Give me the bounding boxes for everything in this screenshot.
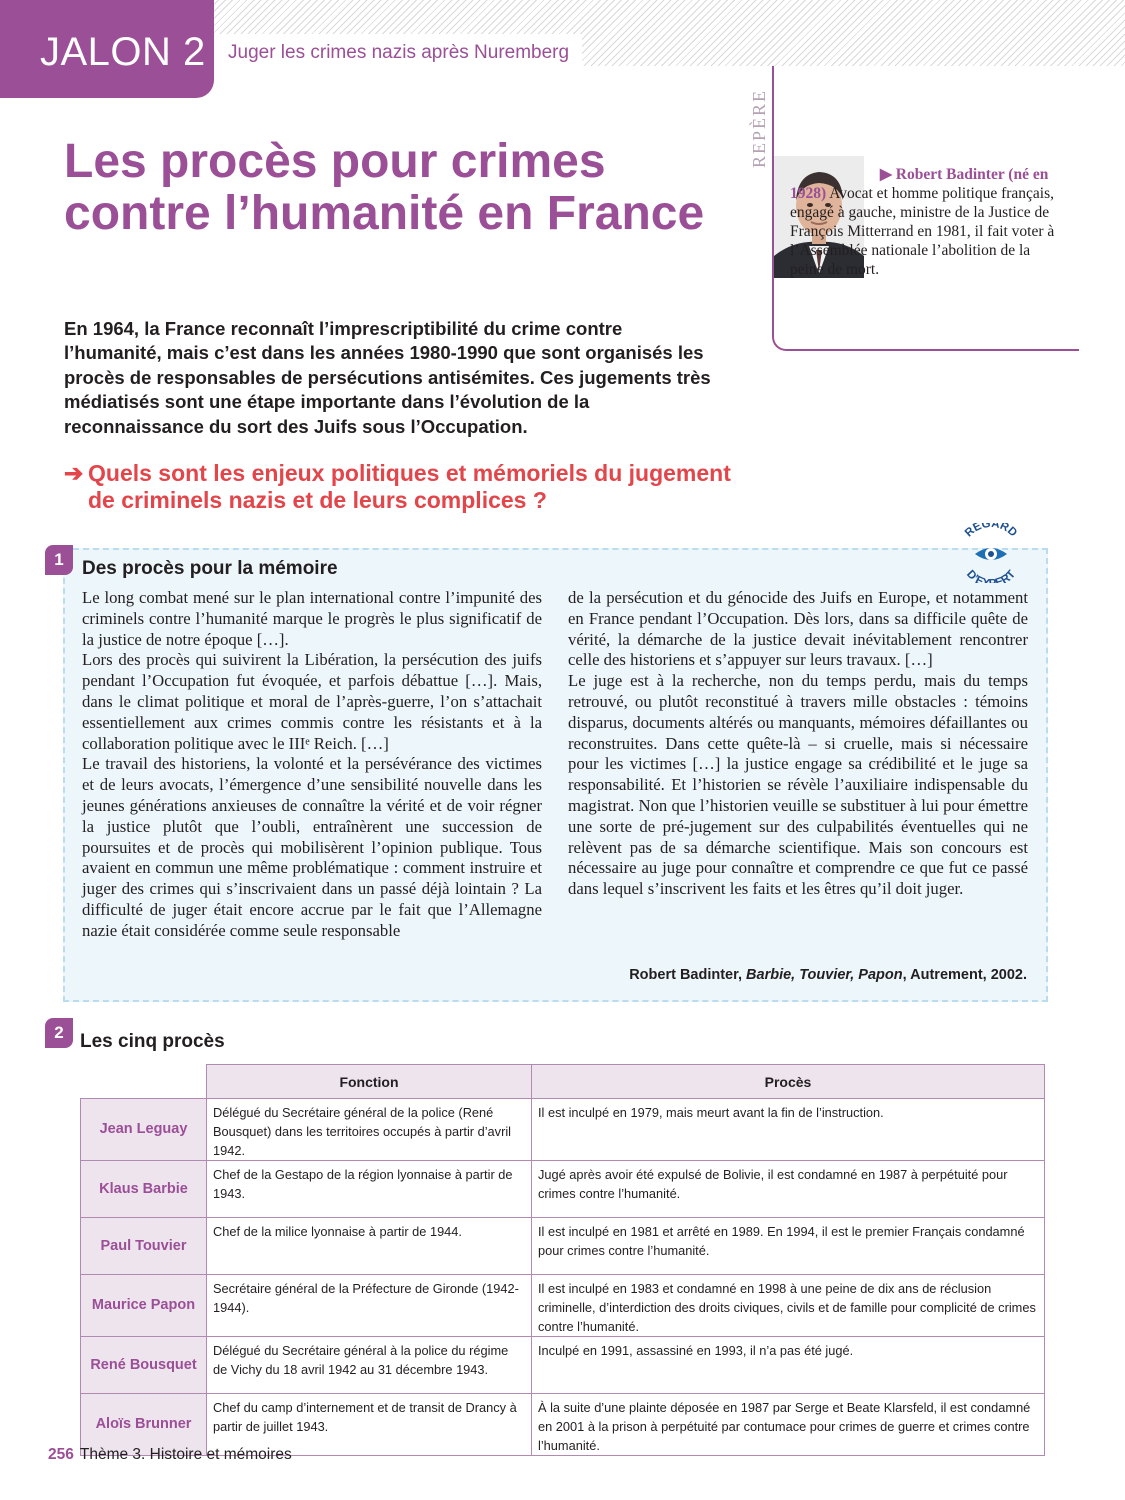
row-proces: Il est inculpé en 1983 et condamné en 1998 à une peine de dix ans de réclusion criminelle, d’interdiction des droits civiques, civils et de famille pour complicité de crimes contre l’humanité. (532, 1275, 1045, 1337)
arrow-right-icon: ➔ (64, 460, 84, 486)
source-author: Robert Badinter, (629, 967, 742, 983)
row-fonction: Délégué du Secrétaire général de la police (René Bousquet) dans les territoires occupés à partir d’avril 1942. (207, 1099, 532, 1161)
row-name: Jean Leguay (81, 1099, 207, 1161)
header-fonction: Fonction (207, 1065, 532, 1099)
document-1-number: 1 (45, 545, 73, 575)
play-marker-icon: ▶ (880, 166, 892, 183)
row-name: Paul Touvier (81, 1218, 207, 1275)
footer-theme: Thème 3. Histoire et mémoires (79, 1446, 292, 1463)
doc1-paragraph: Lors des procès qui suivirent la Libération, la persécution des juifs pendant l’Occupation fut évoquée, et parfois débattue […]. Mais, dans le climat politique et moral de l’après-guerre, l’on s’attachait essentiellement aux crimes commis contre les résistants et à la collaboration politique avec le IIIᵉ Reich. […] (82, 650, 542, 753)
document-1-title: Des procès pour la mémoire (82, 558, 338, 579)
table-row (81, 1337, 1045, 1394)
page-title: Les procès pour crimes contre l’humanité en France (64, 135, 705, 240)
svg-text:REGARD (963, 523, 1019, 539)
repere-description: Avocat et homme politique français, engagé à gauche, ministre de la Justice de François Mitterrand en 1981, il fait voter à l’Assemblée nationale l’abolition de la peine de mort. (790, 185, 1055, 278)
source-publisher: , Autrement, 2002. (902, 967, 1027, 983)
document-1-column-1 (82, 588, 542, 942)
row-proces: Jugé après avoir été expulsé de Bolivie, il est condamné en 1987 à perpétuité pour crimes contre l’humanité. (532, 1161, 1045, 1218)
regard-expert-badge (951, 523, 1031, 583)
table-row (81, 1099, 1045, 1161)
repere-label: REPÈRE (749, 88, 770, 169)
doc1-paragraph: de la persécution et du génocide des Juifs en Europe, et notamment en France pendant l’Occupation. Dès lors, dans sa difficile quête de vérité, la démarche de la justice devait inévitablement rencontrer celle des historiens et s’appuyer sur leurs travaux. […] (568, 588, 1028, 670)
table-header-row (81, 1065, 1045, 1099)
repere-text-block (790, 165, 1065, 279)
chapter-subtitle: Juger les crimes nazis après Nuremberg (228, 42, 570, 63)
source-work: Barbie, Touvier, Papon (746, 967, 903, 983)
row-name: Aloïs Brunner (81, 1394, 207, 1456)
row-fonction: Délégué du Secrétaire général à la police du régime de Vichy du 18 avril 1942 au 31 décembre 1943. (207, 1337, 532, 1394)
page-footer (48, 1446, 292, 1464)
document-2-title: Les cinq procès (80, 1031, 225, 1052)
doc1-paragraph: Le juge est à la recherche, non du temps perdu, mais du temps retrouvé, ou plutôt reconstitué à travers mille obstacles : témoins disparus, documents altérés ou manquants, mémoires défaillantes ou reconstruites. Dans cette quête-là – si cruelle, mais si nécessaire pour les victimes […] la justice engage sa crédibilité et le juge sa responsabilité. Et l’historien se révèle l’auxiliaire indispensable du magistrat. Non que l’historien veuille se substituer à lui pour émettre une sorte de pré-jugement sur des culpabilités éventuelles qui ne relèvent pas de sa démarche scientifique. Mais son concours est nécessaire au juge pour connaître et comprendre ce que fut ce passé dans lequel s’inscrivent les faits et les êtres qu’il doit juger. (568, 671, 1028, 899)
regard-badge-top: REGARD (962, 523, 1020, 540)
question-text: Quels sont les enjeux politiques et mémoriels du jugement de criminels nazis et de leurs complices ? (88, 460, 731, 513)
jalon-tab (0, 0, 214, 98)
regard-badge-bottom: D’E ERT (963, 568, 1018, 583)
page-number: 256 (48, 1446, 74, 1463)
header-blank-cell (81, 1065, 207, 1099)
row-name: René Bousquet (81, 1337, 207, 1394)
document-1-column-2 (568, 588, 1028, 900)
row-proces: À la suite d’une plainte déposée en 1987 par Serge et Beate Klarsfeld, il est condamné en 2001 à la prison à perpétuité par contumace pour crimes de guerre et crimes contre l’humanité. (532, 1394, 1045, 1456)
trials-table (80, 1064, 1045, 1456)
document-2-number: 2 (45, 1018, 73, 1048)
repere-label-wrap (742, 90, 772, 170)
row-proces: Inculpé en 1991, assassiné en 1993, il n’a pas été jugé. (532, 1337, 1045, 1394)
table-row (81, 1275, 1045, 1337)
row-name: Klaus Barbie (81, 1161, 207, 1218)
row-fonction: Secrétaire général de la Préfecture de Gironde (1942-1944). (207, 1275, 532, 1337)
table-row (81, 1161, 1045, 1218)
doc1-paragraph: Le long combat mené sur le plan international contre l’impunité des criminels contre l’humanité marque le progrès le plus significatif de la justice de notre époque […]. (82, 588, 542, 649)
row-fonction: Chef de la Gestapo de la région lyonnaise à partir de 1943. (207, 1161, 532, 1218)
chapter-subtitle-bar (214, 34, 582, 72)
svg-text:D’EXPERT (964, 568, 1018, 583)
problem-question (64, 460, 744, 514)
eye-icon (951, 523, 1031, 583)
document-1-source (560, 967, 1027, 983)
row-proces: Il est inculpé en 1979, mais meurt avant la fin de l’instruction. (532, 1099, 1045, 1161)
intro-paragraph: En 1964, la France reconnaît l’imprescriptibilité du crime contre l’humanité, mais c’est dans les années 1980-1990 que sont organisés les procès de responsables de persécutions antisémites. Ces jugements très médiatisés sont une étape importante dans l’évolution de la reconnaissance du sort des Juifs sous l’Occupation. (64, 318, 711, 437)
row-fonction: Chef du camp d’internement et de transit de Drancy à partir de juillet 1943. (207, 1394, 532, 1456)
doc1-paragraph: Le travail des historiens, la volonté et la persévérance des victimes et de leurs avocats, l’émergence d’une sensibilité nouvelle dans les jeunes générations anxieuses de connaître la vérité et de voir régner la justice plutôt que l’oubli, entraînèrent une succession de poursuites et de procès qui mobilisèrent l’opinion publique. Tous avaient en commun une même problématique : comment instruire et juger des crimes qui s’inscrivaient dans un passé déjà lointain ? La difficulté de juger était encore accrue par le fait que l’Allemagne nazie était considérée comme seule responsable (82, 754, 542, 940)
row-fonction: Chef de la milice lyonnaise à partir de 1944. (207, 1218, 532, 1275)
header-proces: Procès (532, 1065, 1045, 1099)
jalon-label: JALON 2 (40, 30, 206, 74)
row-name: Maurice Papon (81, 1275, 207, 1337)
table-row (81, 1218, 1045, 1275)
repere-person-name: Robert Badinter (né en 1928) (790, 166, 1049, 202)
row-proces: Il est inculpé en 1981 et arrêté en 1989. En 1994, il est le premier Français condamné pour crimes contre l’humanité. (532, 1218, 1045, 1275)
